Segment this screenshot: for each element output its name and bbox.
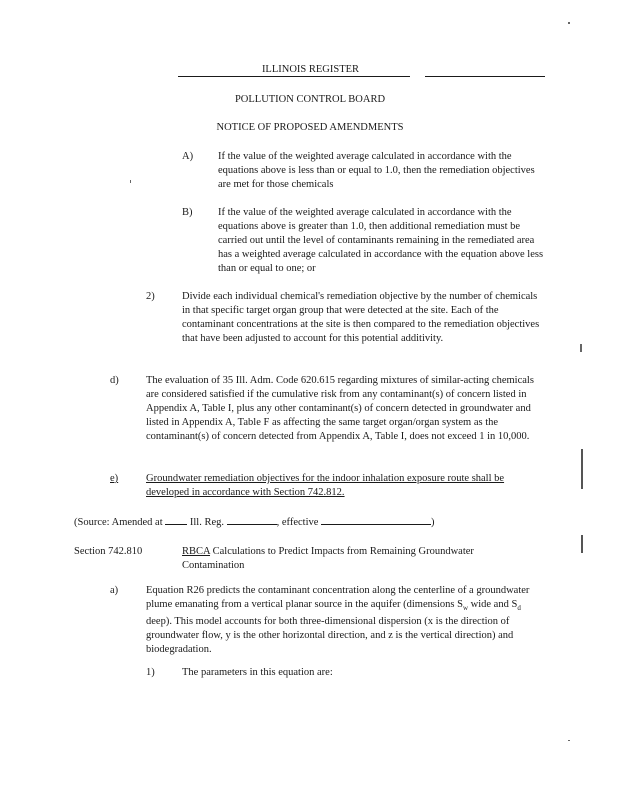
- item-a-label: A): [182, 151, 194, 162]
- item-e-label: e): [110, 473, 119, 484]
- section-title-rest: Calculations to Predict Impacts from Remaining Groundwater: [210, 546, 474, 557]
- item-1-text: The parameters in this equation are:: [182, 667, 333, 678]
- item-d-text: The evaluation of 35 Ill. Adm. Code 620.615 regarding mixtures of similar-acting chemicals are considered satisfied if the cumulative risk from any contaminant(s) of concern listed in Appendix A, Table I, plus any other contaminant(s) of concern detected in groundwater and listed in Appendix A, Table F as affecting the same target organ/organ system as the contaminant(s) of concern detected from Appendix A, Table I, does not exceed 1 in 10,000.: [146, 375, 534, 442]
- register-title: ILLINOIS REGISTER: [261, 64, 360, 75]
- item-2-label: 2): [146, 291, 155, 302]
- item-a2-text: [146, 584, 546, 657]
- item-a2-label: a): [110, 585, 119, 596]
- a2-text-2: wide and S: [468, 599, 518, 610]
- scan-dot-2: [130, 180, 131, 183]
- scan-mark-2: [581, 449, 583, 489]
- notice-title: NOTICE OF PROPOSED AMENDMENTS: [216, 122, 404, 133]
- source-line: [74, 514, 554, 530]
- section-title-line2: Contamination: [182, 560, 245, 571]
- blank-page: [227, 514, 277, 525]
- blank-volume: [165, 514, 187, 525]
- item-a-text: If the value of the weighted average calculated in accordance with the equations above is less than or equal to 1.0, then the remediation objectives are met for those chemicals: [218, 151, 535, 190]
- subscript-d: d: [517, 604, 521, 613]
- scan-mark-3: [581, 535, 583, 553]
- section-title: [182, 545, 552, 573]
- item-b-text: If the value of the weighted average calculated in accordance with the equations above is greater than 1.0, then additional remediation must be carried out until the level of contaminants remaining in the remediated area has a weighted average calculated in accordance with the equation above less than or equal to one; or: [218, 207, 544, 274]
- item-1-label: 1): [146, 667, 155, 678]
- scan-dot-1: [568, 22, 570, 24]
- item-b-label: B): [182, 207, 193, 218]
- board-title: POLLUTION CONTROL BOARD: [234, 94, 386, 105]
- source-reg: Ill. Reg.: [189, 517, 225, 528]
- a2-text-3: deep). This model accounts for both three-dimensional dispersion (x is the direction of groundwater flow, y is the other horizontal direction, and z is the vertical direction) and biodegradation.: [146, 616, 514, 656]
- section-title-link: RBCA: [182, 546, 211, 557]
- scan-mark-1: [580, 344, 582, 352]
- subscript-w: w: [462, 604, 469, 613]
- section-number: Section 742.810: [74, 546, 143, 557]
- source-close: ): [431, 517, 435, 528]
- blank-date: [321, 514, 431, 525]
- item-e-text: Groundwater remediation objectives for the indoor inhalation exposure route shall be developed in accordance with Section 742.812.: [146, 473, 505, 498]
- item-2-text: Divide each individual chemical's remediation objective by the number of chemicals in that specific target organ group that were detected at the site. Each of the contaminant concentrations at the site is then compared to the remediation objectives that have been adjusted to account for this potential additivity.: [182, 291, 540, 344]
- header-rule-right: [425, 76, 545, 77]
- source-prefix: (Source: Amended at: [74, 517, 163, 528]
- source-effective: , effective: [276, 517, 319, 528]
- item-d-label: d): [110, 375, 119, 386]
- scan-dot-3: [568, 740, 570, 741]
- a2-text-1: Equation R26 predicts the contaminant concentration along the centerline of a groundwater plume emanating from a vertical planar source in the aquifer (dimensions S: [146, 585, 530, 610]
